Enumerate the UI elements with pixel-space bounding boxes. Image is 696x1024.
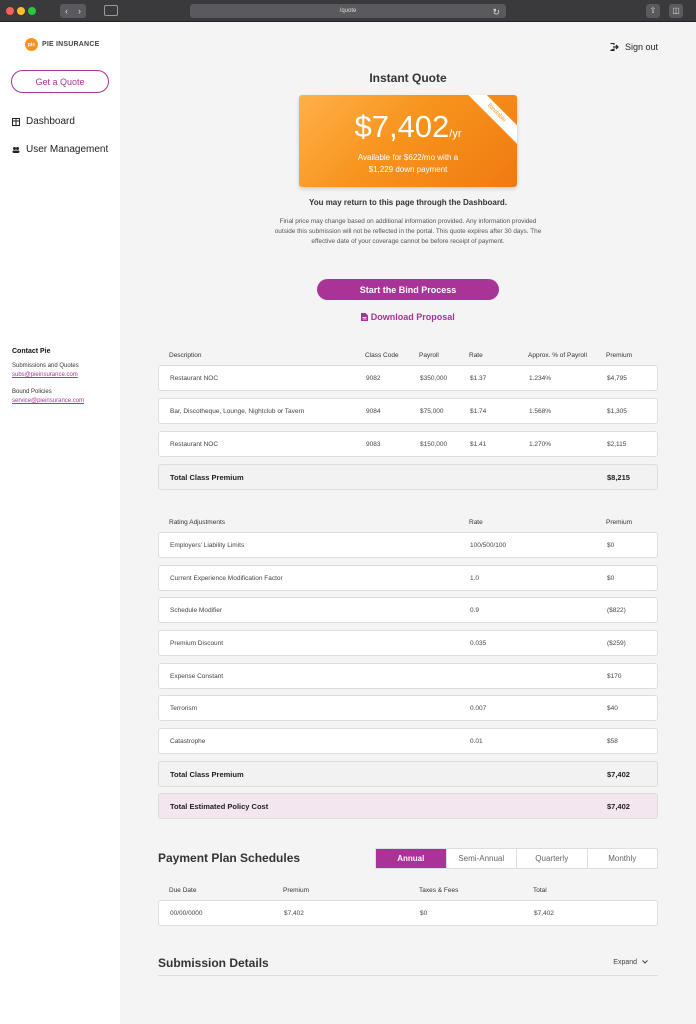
bindable-ribbon: Bindable [460,95,517,150]
premium: $4,795 [607,374,627,382]
adjustment-premium: $40 [607,704,618,712]
adjustment-rate: 0.9 [470,606,480,614]
class-code: 9083 [366,440,381,448]
adjustment-name: Employers' Liability Limits [170,541,245,549]
class-description: Restaurant NOC [170,374,219,382]
adjustment-rate: 1.0 [470,574,480,582]
dashboard-icon [12,118,20,126]
adjustment-rate: 0.035 [470,639,487,647]
contact-title: Contact Pie [12,348,51,355]
minimize-window-button[interactable] [17,7,25,15]
forward-icon[interactable]: › [78,6,81,16]
main-content [120,22,696,1024]
column-header: Rating Adjustments [169,518,226,526]
payment-total: $7,402 [534,909,554,917]
payment-premium: $7,402 [284,909,304,917]
payment-table-header [158,885,658,895]
adjustment-name: Expense Constant [170,672,224,680]
share-icon[interactable]: ⇧ [646,4,660,18]
total-label: Total Class Premium [170,472,244,482]
download-proposal-label: Download Proposal [370,312,455,322]
policy-cost-value: $7,402 [607,801,630,811]
adjustment-rate: 0.007 [470,704,487,712]
payroll: $150,000 [420,440,448,448]
total-value: $7,402 [607,769,630,779]
browser-toolbar [0,0,696,22]
url-text: /quote [339,8,357,14]
policy-cost-row [158,793,658,819]
adjustment-name: Schedule Modifier [170,606,223,614]
price-subtext [299,152,517,176]
reload-icon[interactable]: ↻ [492,7,500,17]
start-bind-button[interactable]: Start the Bind Process [317,279,499,300]
document-icon [361,313,368,321]
adjustment-name: Current Experience Modification Factor [170,574,283,582]
payroll: $75,000 [420,407,444,415]
chevron-down-icon [642,960,648,964]
submission-details-title: Submission Details [158,956,269,970]
column-header: Premium [606,351,633,359]
tab-semi-annual[interactable]: Semi-Annual [447,849,518,868]
table-row [158,431,658,457]
adjustment-name: Terrorism [170,704,198,712]
payment-plan-title: Payment Plan Schedules [158,851,301,865]
price-period: /yr [449,128,462,140]
percent-of-payroll: 1.568% [529,407,552,415]
class-code: 9082 [366,374,381,382]
adjustment-premium: $0 [607,541,615,549]
price-value: $7,402 [354,109,450,144]
tab-monthly[interactable]: Monthly [608,854,637,863]
taxes-fees: $0 [420,909,428,917]
class-table-header [158,350,658,360]
column-header: Taxes & Fees [419,886,459,894]
total-label: Total Class Premium [170,769,244,779]
column-header: Description [169,351,202,359]
adjustment-premium: $0 [607,574,615,582]
history-nav [60,4,86,18]
class-code: 9084 [366,407,381,415]
address-bar[interactable] [190,4,506,18]
table-row [158,365,658,391]
table-row [158,630,658,656]
get-a-quote-button[interactable]: Get a Quote [11,70,109,93]
sidebar [0,22,120,1024]
adjustment-premium: ($259) [607,639,626,647]
sign-out-label: Sign out [624,42,658,52]
percent-of-payroll: 1.234% [529,374,552,382]
payroll: $350,000 [420,374,448,382]
payment-plan-tabs [375,848,658,869]
table-row [158,663,658,689]
adjustment-premium: $58 [607,737,618,745]
tabs-icon[interactable]: ◫ [669,4,683,18]
rate: $1.37 [470,374,487,382]
maximize-window-button[interactable] [28,7,36,15]
column-header: Approx. % of Payroll [528,351,587,359]
sidebar-item-label: User Management [26,144,109,155]
download-proposal-link[interactable] [120,312,696,322]
table-row [158,695,658,721]
adjustment-name: Catastrophe [170,737,206,745]
adjustment-rate: 100/500/100 [470,541,507,549]
sidebar-item-label: Dashboard [26,116,75,127]
column-header: Class Code [365,351,399,359]
expand-button[interactable] [613,959,648,966]
rate: $1.41 [470,440,487,448]
premium: $2,115 [607,440,627,448]
adjustment-rate: 0.01 [470,737,483,745]
rate: $1.74 [470,407,487,415]
column-header: Premium [283,886,310,894]
column-header: Total [533,886,547,894]
contact-section [12,347,84,414]
percent-of-payroll: 1.270% [529,440,552,448]
price-amount [299,109,517,145]
tab-quarterly[interactable]: Quarterly [517,849,588,868]
class-total-row [158,464,658,490]
submissions-email-link[interactable]: subs@pieinsurance.com [12,372,78,378]
column-header: Rate [469,518,483,526]
class-description: Bar, Discotheque, Lounge, Nightclub or Tavern [170,407,305,415]
premium: $1,305 [607,407,627,415]
expand-label: Expand [613,959,638,966]
users-icon [12,146,20,154]
service-email-link[interactable]: service@pieinsurance.com [12,398,85,404]
bound-policies-label: Bound Policies [12,389,52,395]
adjustment-name: Premium Discount [170,639,224,647]
return-message: You may return to this page through the Dashboard. [308,198,508,207]
price-subtext-line1: Available for $622/mo with a [357,153,459,162]
sidebar-toggle-icon[interactable] [104,5,118,16]
sidebar-item-dashboard[interactable] [12,116,75,127]
due-date: 00/00/0000 [170,909,203,917]
column-header: Rate [469,351,483,359]
column-header: Due Date [169,886,197,894]
sign-out-button[interactable] [610,42,658,52]
disclaimer-text: Final price may change based on additional information provided. Any information provided outside this submission will not be reflected in the portal. This quote expires after 30 days. The effective date of your coverage cannot be before receipt of payment. [274,218,542,245]
tab-annual[interactable]: Annual [376,849,447,868]
divider [158,975,658,976]
adjustments-total-row [158,761,658,787]
pie-logo-icon: pie [25,38,38,51]
adjustment-premium: ($822) [607,606,626,614]
sidebar-item-user-management[interactable] [12,144,108,155]
table-row [158,565,658,591]
table-row [158,532,658,558]
price-subtext-line2: $1,229 down payment [368,165,448,174]
close-window-button[interactable] [6,7,14,15]
column-header: Premium [606,518,633,526]
column-header: Payroll [419,351,439,359]
total-value: $8,215 [607,472,630,482]
page-title: Instant Quote [369,71,447,85]
table-row [158,597,658,623]
sign-out-icon [610,43,619,51]
submissions-label: Submissions and Quotes [12,363,79,369]
table-row [158,728,658,754]
table-row [158,900,658,926]
brand-name: PIE INSURANCE [42,41,100,48]
brand-logo[interactable] [25,38,99,51]
adjustments-table-header [158,517,658,527]
class-description: Restaurant NOC [170,440,219,448]
back-icon[interactable]: ‹ [65,6,68,16]
policy-cost-label: Total Estimated Policy Cost [170,801,269,811]
adjustment-premium: $170 [607,672,622,680]
table-row [158,398,658,424]
price-card [299,95,517,187]
